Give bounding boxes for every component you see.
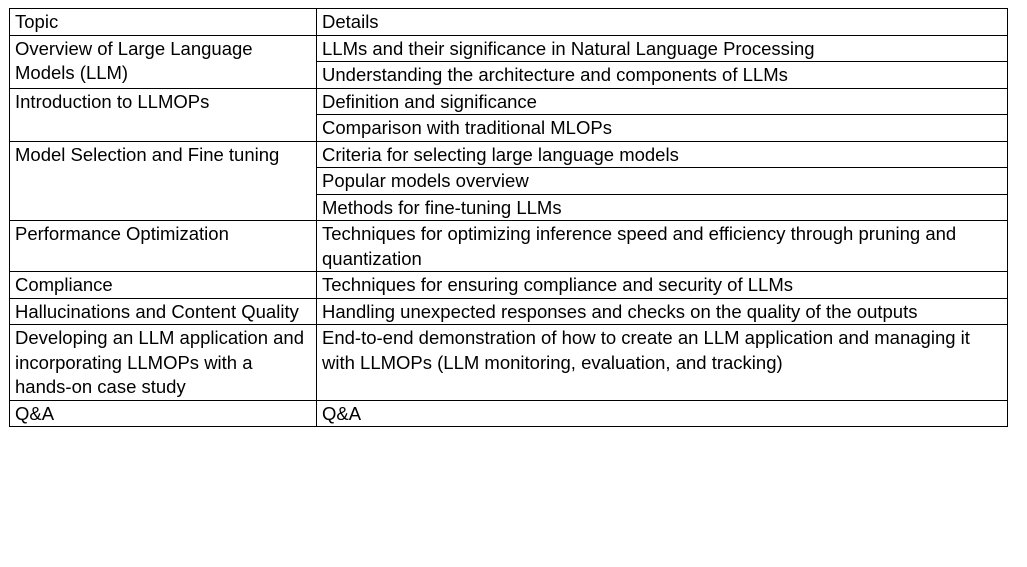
details-cell: Handling unexpected responses and checks on the quality of the outputs xyxy=(317,298,1008,325)
table-row xyxy=(10,325,1008,401)
table-row xyxy=(10,88,1008,115)
details-cell: LLMs and their significance in Natural Language Processing xyxy=(317,35,1008,62)
table-header-row xyxy=(10,9,1008,36)
details-cell: Definition and significance xyxy=(317,88,1008,115)
topic-cell: Introduction to LLMOPs xyxy=(10,88,317,141)
header-details: Details xyxy=(317,9,1008,36)
table-row xyxy=(10,141,1008,168)
topic-cell: Overview of Large Language Models (LLM) xyxy=(10,35,317,88)
details-cell: Techniques for optimizing inference speed and efficiency through pruning and quantization xyxy=(317,221,1008,272)
table-row xyxy=(10,272,1008,299)
topic-cell: Hallucinations and Content Quality xyxy=(10,298,317,325)
table-row xyxy=(10,400,1008,427)
topic-cell: Compliance xyxy=(10,272,317,299)
topic-cell: Performance Optimization xyxy=(10,221,317,272)
topic-cell: Model Selection and Fine tuning xyxy=(10,141,317,221)
topic-cell: Developing an LLM application and incorporating LLMOPs with a hands-on case study xyxy=(10,325,317,401)
details-cell: Understanding the architecture and components of LLMs xyxy=(317,62,1008,89)
details-cell: End-to-end demonstration of how to create an LLM application and managing it with LLMOPs (LLM monitoring, evaluation, and tracking) xyxy=(317,325,1008,401)
details-cell: Q&A xyxy=(317,400,1008,427)
details-cell: Techniques for ensuring compliance and security of LLMs xyxy=(317,272,1008,299)
details-cell: Popular models overview xyxy=(317,168,1008,195)
table-row xyxy=(10,221,1008,272)
header-topic: Topic xyxy=(10,9,317,36)
details-cell: Criteria for selecting large language models xyxy=(317,141,1008,168)
table-row xyxy=(10,35,1008,62)
details-cell: Comparison with traditional MLOPs xyxy=(317,115,1008,142)
course-outline-table xyxy=(9,8,1008,427)
details-cell: Methods for fine-tuning LLMs xyxy=(317,194,1008,221)
table-row xyxy=(10,298,1008,325)
topic-cell: Q&A xyxy=(10,400,317,427)
